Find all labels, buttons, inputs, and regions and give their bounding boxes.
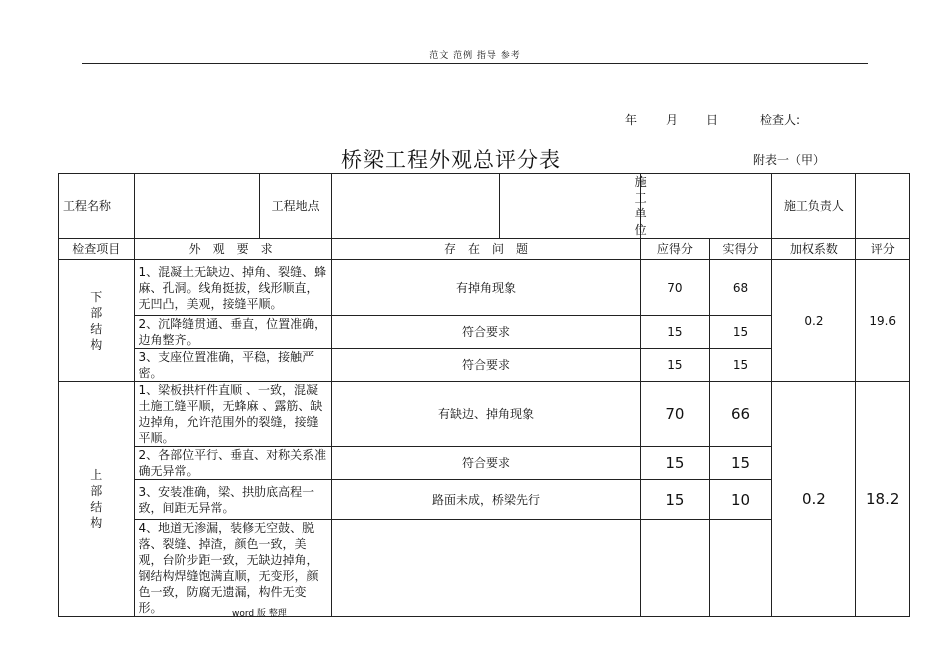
should-score-cell: 15 [641,349,709,382]
location-label: 工程地点 [260,174,331,239]
section-label: 上 部 结 构 [59,382,135,617]
should-score-cell: 15 [641,316,709,349]
section-label: 下 部 结 构 [59,260,135,382]
problem-cell: 有掉角现象 [331,260,641,316]
appendix-label: 附表一（甲） [753,153,826,167]
should-score-cell: 70 [641,382,709,447]
requirement-cell: 3、安装准确，梁、拱肋底高程一致，间距无异常。 [134,480,331,520]
col-problem: 存 在 问 题 [331,239,641,260]
actual-score-cell [709,520,772,617]
problem-cell: 符合要求 [331,447,641,480]
location-field[interactable] [331,174,499,239]
problem-cell: 符合要求 [331,316,641,349]
actual-score-cell: 68 [709,260,772,316]
actual-score-cell: 66 [709,382,772,447]
requirement-cell: 3、支座位置准确，平稳，接触严密。 [134,349,331,382]
should-score-cell: 70 [641,260,709,316]
contractor-field[interactable] [641,174,772,239]
weight-cell: 0.2 [772,382,856,617]
problem-cell: 路面未成，桥梁先行 [331,480,641,520]
requirement-cell: 1、梁板拱杆件直顺 、一致，混凝土施工缝平顺，无蜂麻 、露筋、缺边掉角，允许范围外的裂缝，接缝平顺。 [134,382,331,447]
requirement-cell: 2、沉降缝贯通、垂直，位置准确，边角整齐。 [134,316,331,349]
weight-cell: 0.2 [772,260,856,382]
year-label: 年 [625,113,638,127]
page-footer: word 版 整理 [232,609,287,619]
actual-score-cell: 15 [709,447,772,480]
contractor-label: 施工单位 [499,174,641,239]
problem-cell [331,520,641,617]
project-name-field[interactable] [134,174,260,239]
requirement-cell: 4、地道无渗漏，装修无空鼓、脱落、裂缝、掉渣，颜色一致，美观，台阶步距一致，无缺边掉角，钢结构焊缝饱满直顺，无变形，颜色一致，防腐无遗漏，构件无变形。 [134,520,331,617]
page-header-text: 范文 范例 指导 参考 [429,51,521,61]
score-cell: 19.6 [856,260,910,382]
col-requirement: 外 观 要 求 [134,239,331,260]
requirement-cell: 2、各部位平行、垂直、对称关系准确无异常。 [134,447,331,480]
manager-field[interactable] [856,174,910,239]
table-row [59,260,910,316]
actual-score-cell: 15 [709,349,772,382]
project-name-label: 工程名称 [59,174,135,239]
requirement-cell: 1、混凝土无缺边、掉角、裂缝、蜂麻、孔洞。线角挺拔，线形顺直，无凹凸，美观，接缝平顺。 [134,260,331,316]
table-row [59,382,910,447]
document-title: 桥梁工程外观总评分表 [341,148,561,172]
manager-label: 施工负责人 [772,174,856,239]
score-cell: 18.2 [856,382,910,617]
month-label: 月 [666,113,679,127]
col-should-score: 应得分 [641,239,709,260]
col-item: 检查项目 [59,239,135,260]
column-header-row [59,239,910,260]
should-score-cell [641,520,709,617]
actual-score-cell: 10 [709,480,772,520]
actual-score-cell: 15 [709,316,772,349]
inspector-label: 检查人: [760,113,801,127]
should-score-cell: 15 [641,447,709,480]
col-actual-score: 实得分 [709,239,772,260]
info-row [59,174,910,239]
col-score: 评分 [856,239,910,260]
day-label: 日 [706,113,719,127]
col-weight: 加权系数 [772,239,856,260]
score-table [58,173,910,617]
should-score-cell: 15 [641,480,709,520]
problem-cell: 有缺边、掉角现象 [331,382,641,447]
header-divider [82,63,868,64]
problem-cell: 符合要求 [331,349,641,382]
